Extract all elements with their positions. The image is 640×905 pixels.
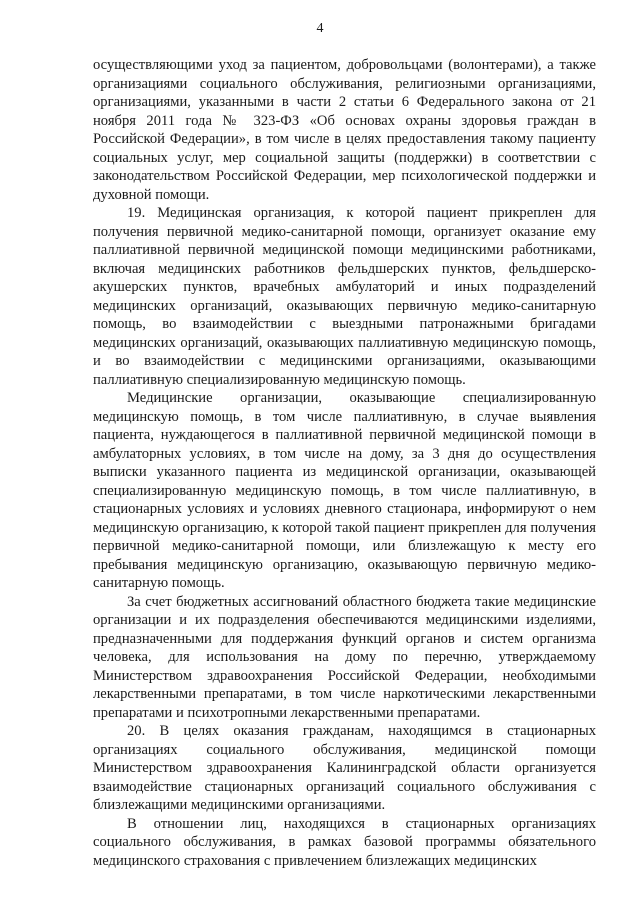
paragraph-social-service-residents: В отношении лиц, находящихся в стационарных организациях социального обслуживания, в рамках базовой программы обязательного медицинского страхования с привлечением близлежащих медицинских — [93, 815, 596, 869]
paragraph-item-20: 20. В целях оказания гражданам, находящимся в стационарных организациях социального обслуживания, медицинской помощи Министерством здравоохранения Калининградской области организуется взаимодействие стационарных организаций социального обслуживания с близлежащими медицинскими организациями. — [93, 723, 596, 813]
page-number: 4 — [316, 21, 324, 36]
document-body — [93, 56, 596, 870]
paragraph-budget-funding: За счет бюджетных ассигнований областного бюджета такие медицинские организации и их подразделения обеспечиваются медицинскими изделиями, предназначенными для поддержания функций органов и систем организма человека, для использования на дому по перечню, утверждаемому Министерством здравоохранения Российской Федерации, необходимыми лекарственными препаратами, в том числе наркотическими лекарственными препаратами и психотропными лекарственными препаратами. — [93, 593, 596, 721]
paragraph-continuation: осуществляющими уход за пациентом, добровольцами (волонтерами), а также организациями социального обслуживания, религиозными организациями, организациями, указанными в части 2 статьи 6 Федерального закона от 21 ноября 2011 года № 323-ФЗ «Об основах охраны здоровья граждан в Российской Федерации», в том числе в целях предоставления такому пациенту социальных услуг, мер социальной защиты (поддержки) в соответствии с законодательством Российской Федерации, мер психологической поддержки и духовной помощи. — [93, 57, 596, 203]
paragraph-specialized-organizations: Медицинские организации, оказывающие специализированную медицинскую помощь, в том числе паллиативную, в случае выявления пациента, нуждающегося в паллиативной первичной медицинской помощи в амбулаторных условиях, в том числе на дому, за 3 дня до осуществления выписки указанного пациента из медицинской организации, оказывающей специализированную медицинскую помощь, в том числе паллиативную, в стационарных условиях и условиях дневного стационара, информируют о нем медицинскую организацию, к которой такой пациент прикреплен для получения первичной медико-санитарной помощи, или близлежащую к месту его пребывания медицинскую организацию, оказывающую первичную медико-санитарную помощь. — [93, 390, 596, 591]
paragraph-item-19: 19. Медицинская организация, к которой пациент прикреплен для получения первичной медико-санитарной помощи, организует оказание ему паллиативной первичной медицинской помощи медицинскими работниками, включая медицинских работников фельдшерских пунктов, фельдшерско-акушерских пунктов, врачебных амбулаторий и иных подразделений медицинских организаций, оказывающих первичную медико-санитарную помощь, во взаимодействии с выездными патронажными бригадами медицинских организаций, оказывающих паллиативную медицинскую помощь, и во взаимодействии с медицинскими организациями, оказывающими паллиативную специализированную медицинскую помощь. — [93, 205, 596, 388]
